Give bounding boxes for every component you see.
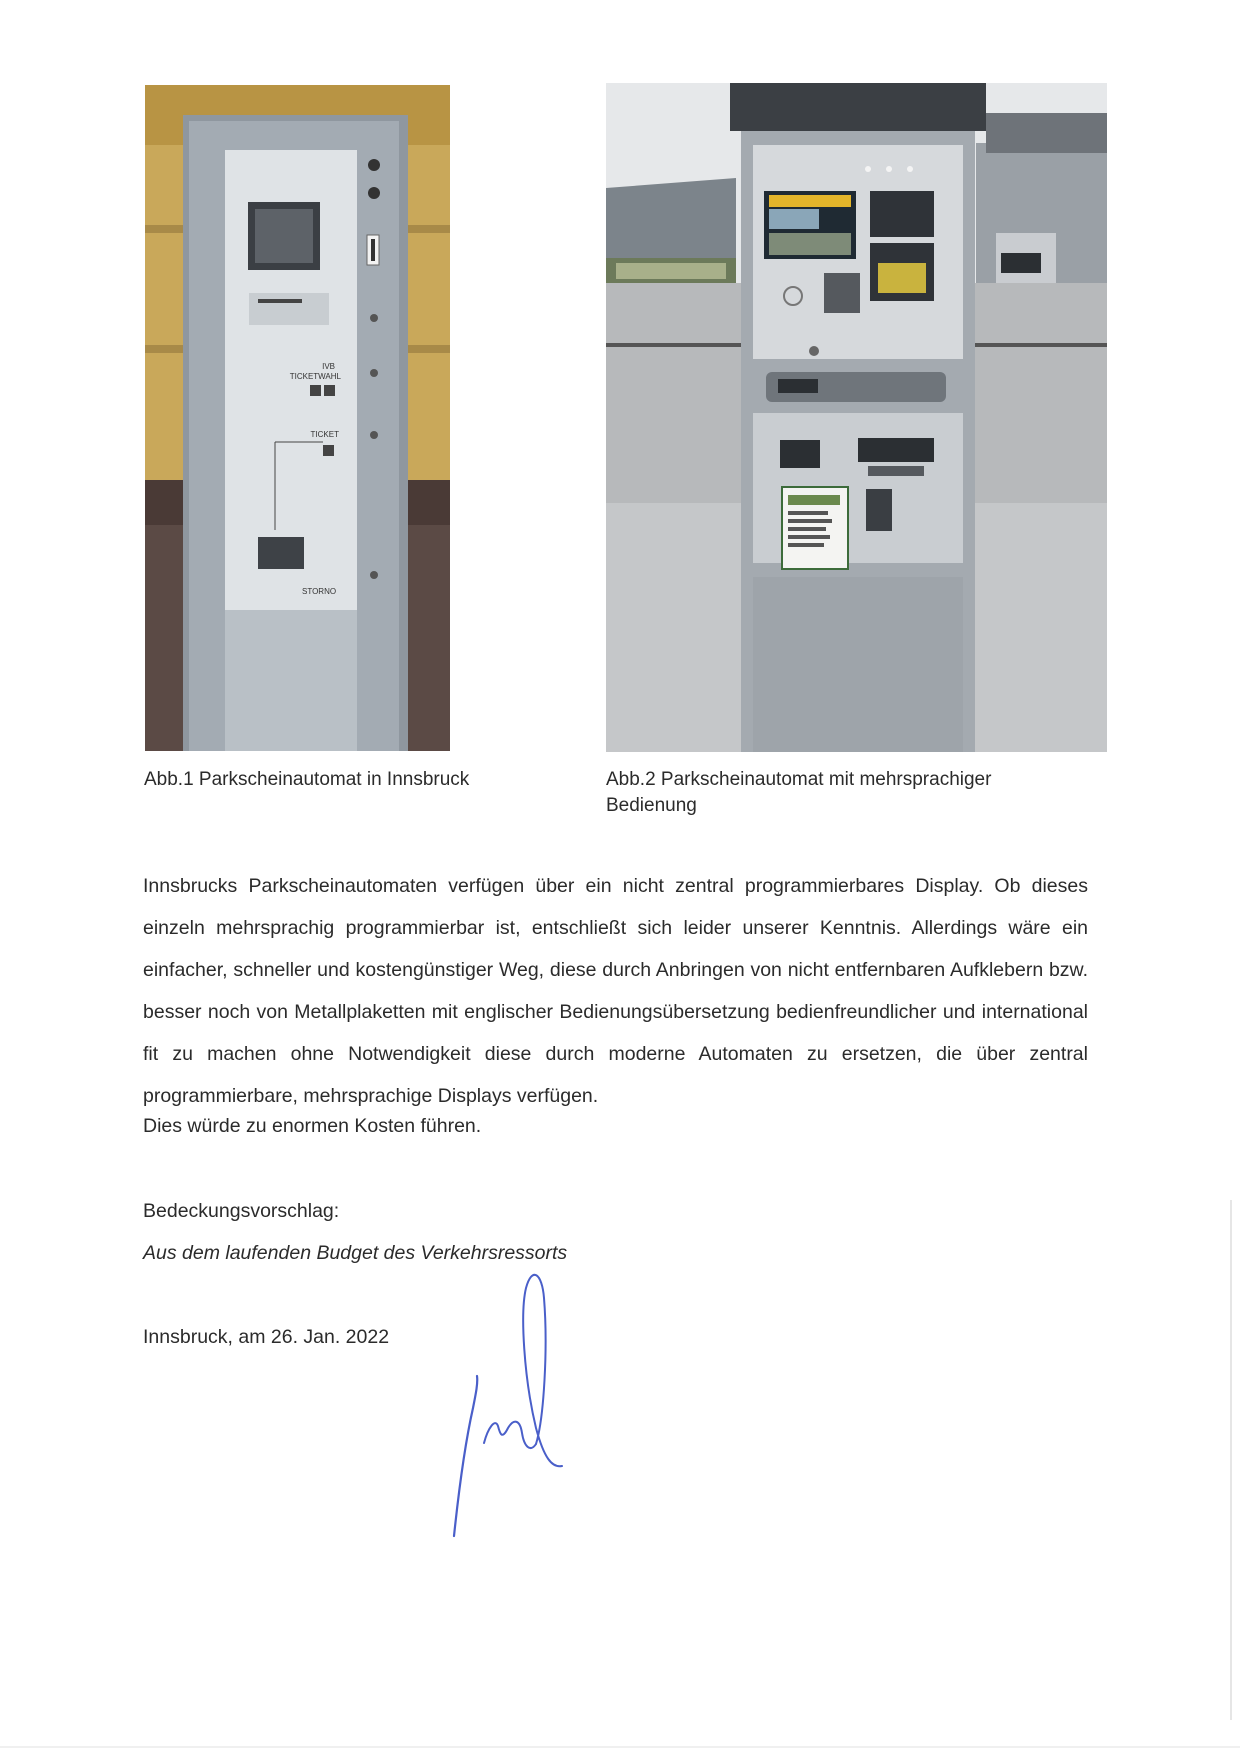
machine-label-ivb: IVB [322,362,335,371]
figure-1-caption: Abb.1 Parkscheinautomat in Innsbruck [144,769,470,790]
body-paragraph: Innsbrucks Parkscheinautomaten verfügen über ein nicht zentral programmierbares Display. Ob dieses einzeln mehrsprachig programmierbar ist, entschließt sich leider unserer Kenntnis. Allerdings wäre ein einfacher, schneller und kostengünstiger Weg, diese durch Anbringen von nicht entfernbaren Aufklebern bzw. besser noch von Metallplaketten mit englischer Bedienungsübersetzung bedienfreundlicher und international fit zu machen ohne Notwendigkeit diese durch moderne Automaten zu ersetzen, die über zentral programmierbare, mehrsprachige Displays verfügen. [143,875,1088,1107]
machine-label-ticketwahl: TICKETWAHL [289,372,341,381]
place-date: Innsbruck, am 26. Jan. 2022 [143,1326,390,1348]
figure-1-photo [145,85,450,751]
coverage-label: Bedeckungsvorschlag: [143,1200,340,1222]
figure-2-photo [606,83,1107,752]
coverage-text: Aus dem laufenden Budget des Verkehrsressorts [143,1242,568,1264]
body-last-line: Dies würde zu enormen Kosten führen. [143,1115,482,1137]
machine-label-storno: STORNO [302,587,337,596]
scan-edge-right [1230,1200,1232,1720]
scan-edge-bottom [0,1746,1240,1748]
handwritten-signature [440,1268,590,1538]
figure-2-caption: Abb.2 Parkscheinautomat mit mehrsprachiger Bedienung [606,769,992,816]
machine-label-ticket: TICKET [310,430,339,439]
